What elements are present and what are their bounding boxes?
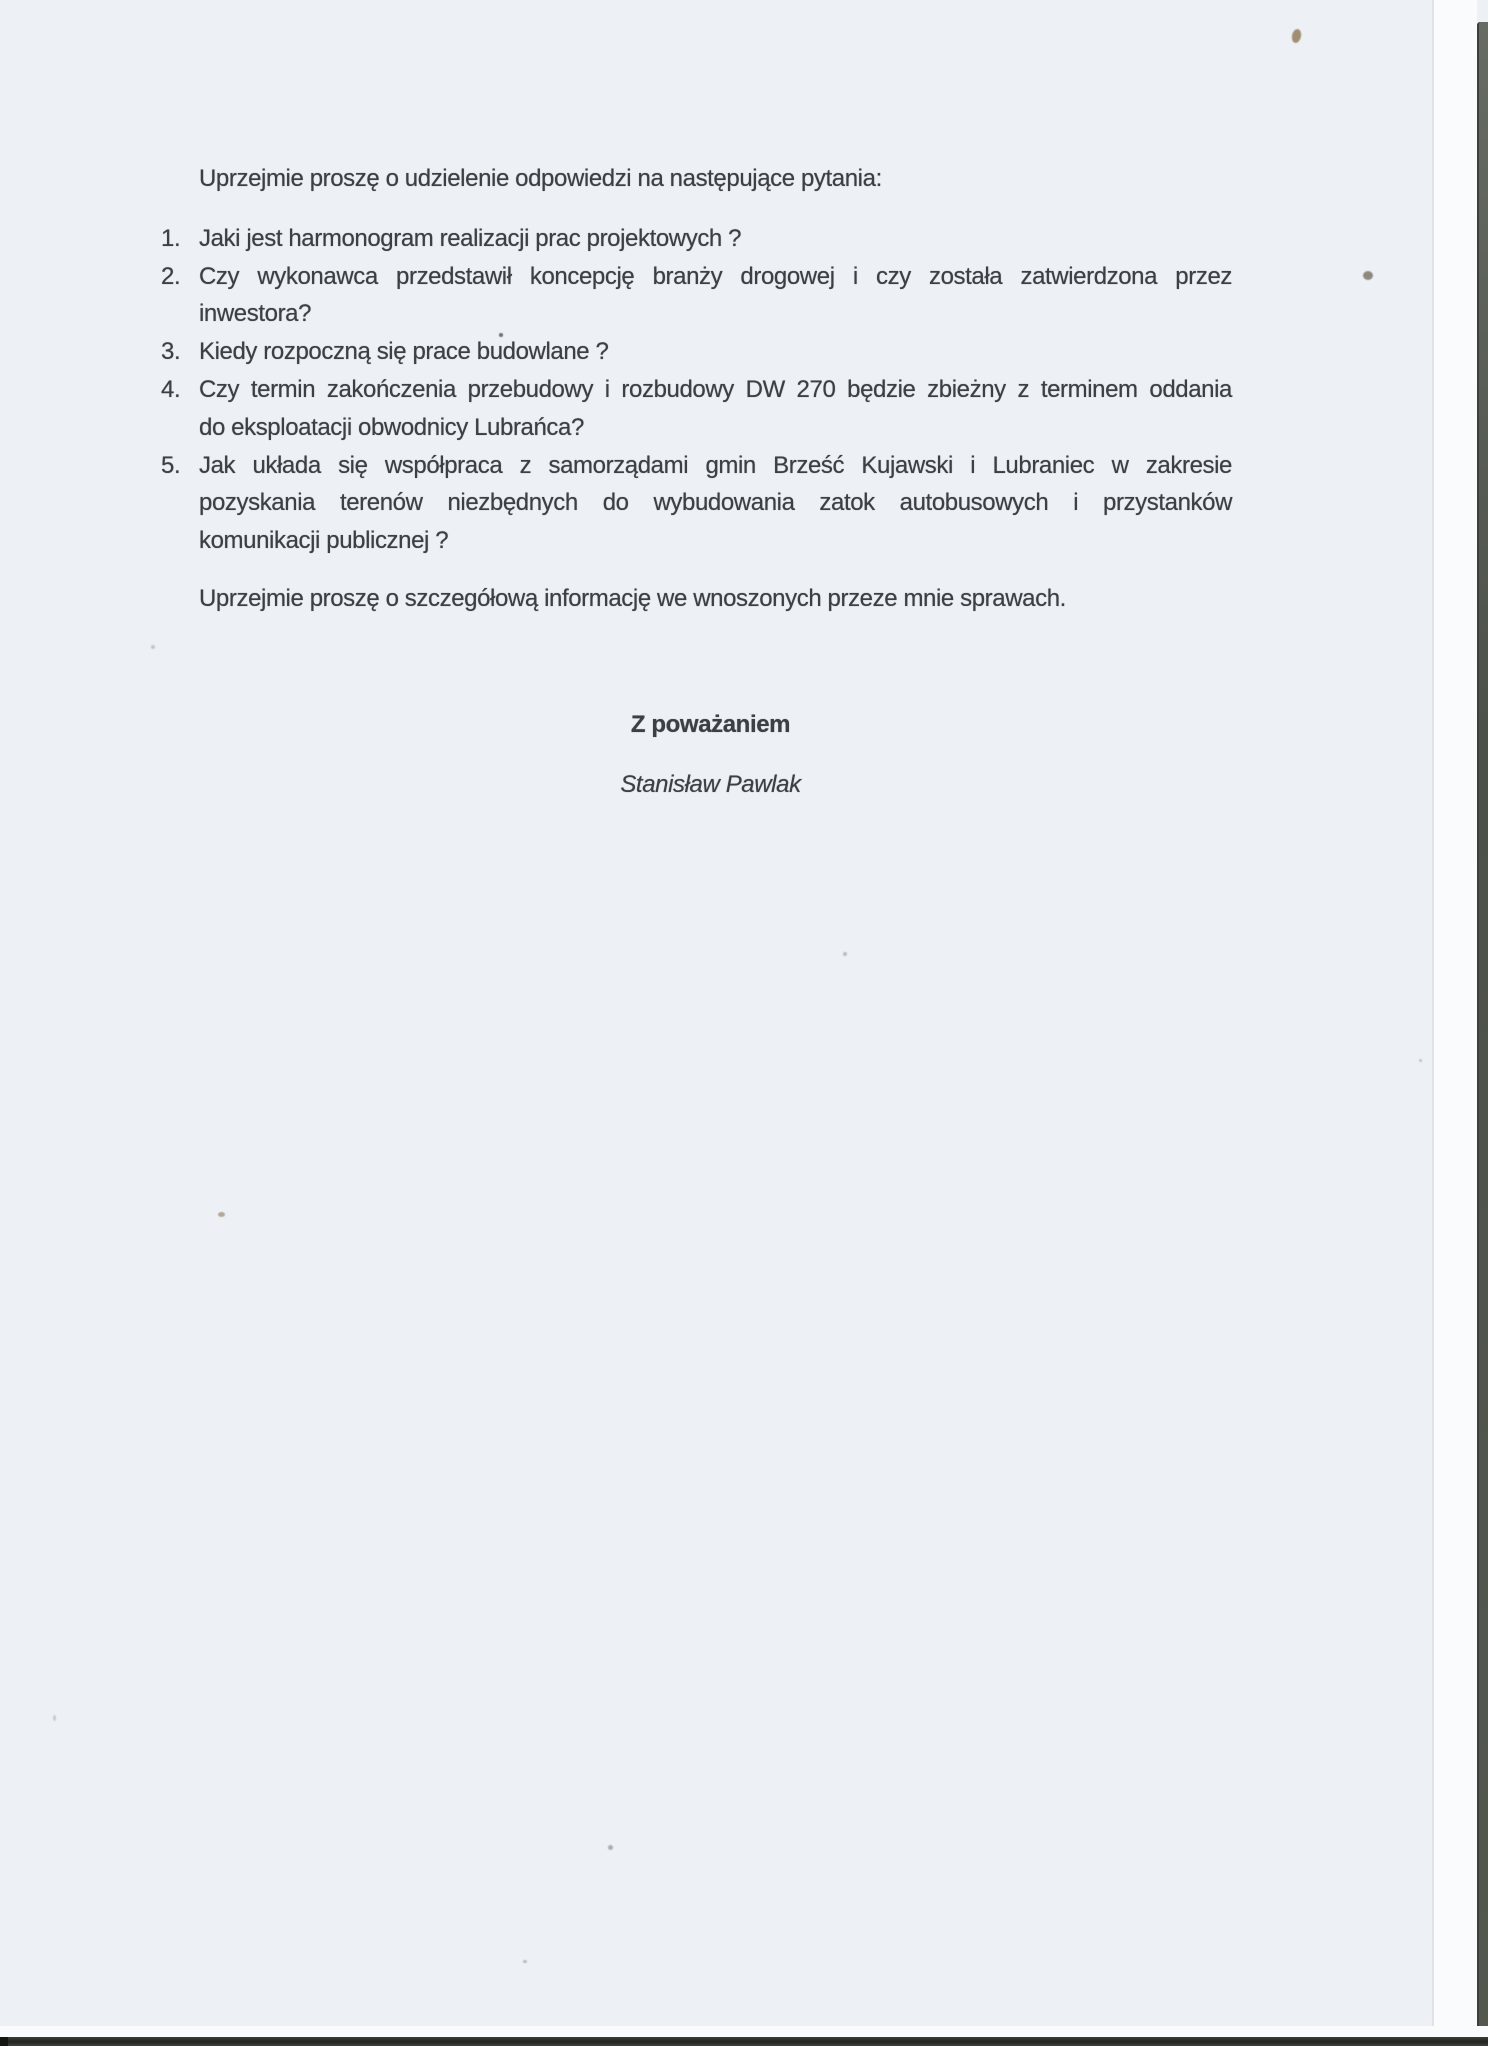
scan-speck	[499, 333, 503, 337]
scan-speck	[843, 952, 847, 956]
scan-edge-white-strip	[1434, 0, 1477, 2046]
question-text-line: inwestora?	[199, 300, 312, 328]
question-text	[199, 258, 1232, 334]
question-text-line: pozyskania terenów niezbędnych do wybudowania zatok autobusowych i przystanków	[199, 489, 1232, 517]
question-item	[161, 333, 1232, 371]
question-text	[199, 220, 1232, 258]
scan-speck	[1363, 271, 1373, 280]
question-text-line: Czy termin zakończenia przebudowy i rozbudowy DW 270 będzie zbieżny z terminem oddania	[199, 375, 1232, 403]
question-item	[161, 371, 1232, 447]
question-number: 5.	[161, 451, 181, 479]
questions-list	[161, 220, 1232, 560]
greeting-line: Uprzejmie proszę o udzielenie odpowiedzi na następujące pytania:	[199, 165, 882, 192]
closing-request-line: Uprzejmie proszę o szczegółową informację we wnoszonych przeze mnie sprawach.	[199, 584, 1066, 612]
question-text	[199, 447, 1232, 560]
question-text-line: komunikacji publicznej ?	[199, 527, 449, 555]
scan-speck	[218, 1212, 225, 1217]
scan-edge-dark-right	[1477, 22, 1488, 2046]
scan-bottom-white-strip	[0, 2026, 1488, 2037]
question-text-line: Jaki jest harmonogram realizacji prac projektowych ?	[199, 224, 742, 252]
question-number: 4.	[161, 375, 181, 403]
question-text	[199, 333, 1232, 371]
scan-speck	[523, 1960, 527, 1963]
letter-body	[161, 160, 1232, 803]
question-text	[199, 371, 1232, 447]
scan-speck	[53, 1715, 56, 1721]
valediction: Z poważaniem	[630, 710, 791, 738]
question-item	[161, 258, 1232, 334]
scan-speck	[608, 1845, 613, 1850]
scan-speck	[1419, 1059, 1422, 1062]
question-text-line: do eksploatacji obwodnicy Lubrańca?	[199, 413, 584, 441]
question-number: 2.	[161, 262, 181, 290]
question-number: 3.	[161, 338, 181, 366]
question-text-line: Kiedy rozpoczną się prace budowlane ?	[199, 338, 609, 366]
signature-block	[175, 706, 1246, 804]
question-text-line: Czy wykonawca przedstawił koncepcję branży drogowej i czy została zatwierdzona przez	[199, 262, 1232, 290]
question-number: 1.	[161, 224, 181, 252]
scan-speck	[151, 645, 155, 649]
signature-name: Stanisław Pawlak	[620, 770, 801, 798]
scan-bottom-dark-band	[0, 2037, 1488, 2046]
question-item	[161, 220, 1232, 258]
scan-speck	[1291, 28, 1303, 44]
question-text-line: Jak układa się współpraca z samorządami gmin Brześć Kujawski i Lubraniec w zakresie	[199, 451, 1232, 479]
question-item	[161, 447, 1232, 560]
